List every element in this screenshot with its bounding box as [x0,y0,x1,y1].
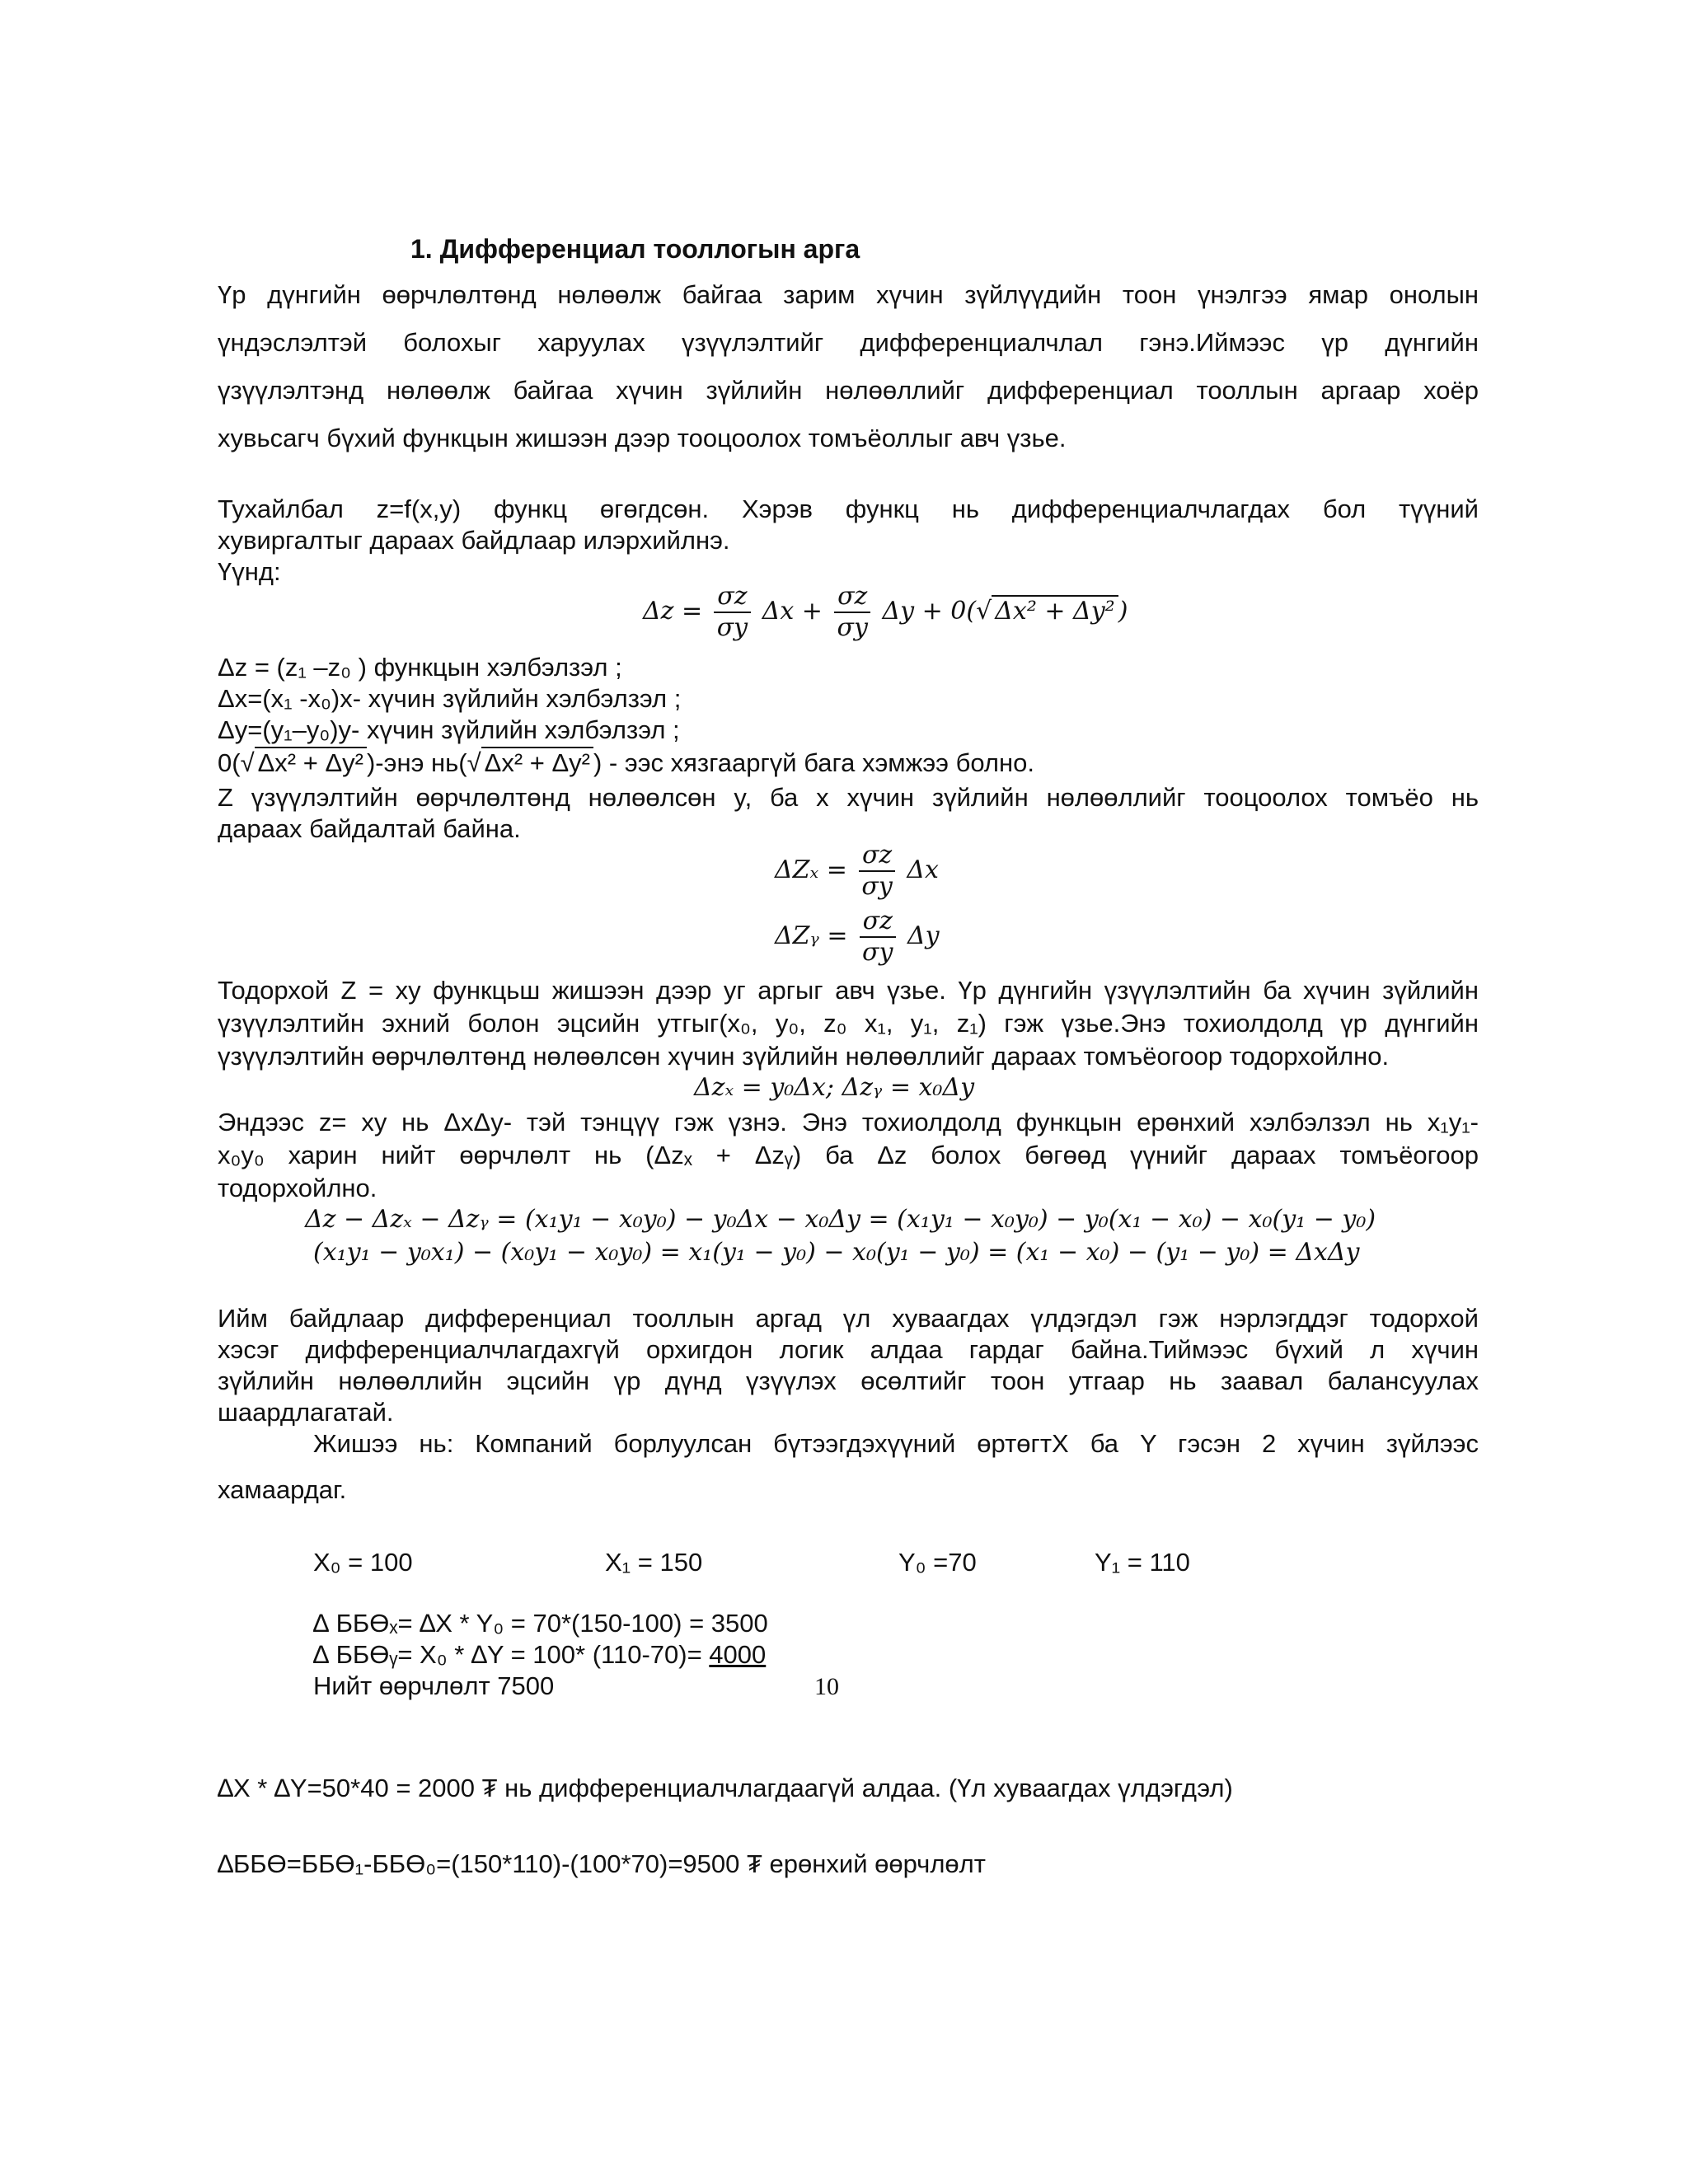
example-line-2: хамаардаг. [218,1475,347,1504]
para2-line-3: Үүнд: [218,557,281,586]
calc-line-3: Нийт өөрчлөлт 7500 [313,1671,555,1700]
para4-line-2: үзүүлэлтийн эхний болон эцсийн утгыг(x₀, y₀, z₀ x₁, y₁, z₁) гэж үзье.Энэ тохиолдолд үр дүнгийн [218,1009,1479,1038]
para5-line-3: тодорхойлно. [218,1174,377,1202]
formula-long-2: (x₁y₁ − y₀x₁) − (x₀y₁ − x₀y₀) = x₁(y₁ − y₀) − x₀(y₁ − y₀) = (x₁ − x₀) − (y₁ − y₀) = ΔxΔy [313,1238,1360,1267]
value-x0: X₀ = 100 [313,1548,413,1577]
para4-line-1: Тодорхой Z = xy функцьш жишээн дээр уг аргыг авч үзье. Үр дүнгийн үзүүлэлтийн ба хүчин зүйлийн [218,976,1479,1005]
example-line-1: Жишээ нь: Компаний борлуулсан бүтээгдэхүүний өртөгтX ба Y гэсэн 2 хүчин зүйлээс [313,1429,1479,1458]
bottom-line-2: ∆ББӨ=ББӨ₁-ББӨ₀=(150*110)-(100*70)=9500 ₮ ерөнхий өөрчлөлт [218,1849,986,1878]
para5-line-1: Эндээс z= xy нь ΔxΔy- тэй тэнцүү гэж үзнэ. Энэ тохиолдолд функцын ерөнхий хэлбэлзэл нь x₁y₁- [218,1108,1479,1137]
para6-line-2: хэсэг дифференциалчлагдахгүй орхигдон логик алдаа гардаг байна.Тиймээс бүхий л хүчин [218,1335,1479,1364]
page-number: 10 [814,1673,839,1700]
intro-line-1: Үр дүнгийн өөрчлөлтөнд нөлөөлж байгаа зарим хүчин зүйлүүдийн тоон үнэлгээ ямар онолын [218,280,1479,309]
def-line-3: Δy=(y₁–y₀)y- хүчин зүйлийн хэлбэлзэл ; [218,715,680,744]
intro-line-3: үзүүлэлтэнд нөлөөлж байгаа хүчин зүйлийн нөлөөллийг дифференциал тооллын аргаар хоёр [218,376,1479,405]
para3-line-2: дараах байдалтай байна. [218,814,521,843]
para6-line-4: шаардлагатай. [218,1398,394,1427]
calc-result-underlined: 4000 [709,1640,767,1669]
def-line-4: 0(√ Δx² + Δy² )-энэ нь(√ Δx² + Δy² ) - ээс хязгааргүй бага хэмжээ болно. [218,748,1034,777]
para6-line-1: Ийм байдлаар дифференциал тооллын аргад үл хуваагдах үлдэгдэл гэж нэрлэгддэг тодорхой [218,1304,1479,1333]
calc-line-2: ∆ ББӨᵧ= X₀ * ∆Y = 100* (110-70)= 4000 [313,1640,767,1669]
para5-line-2: x₀y₀ харин нийт өөрчлөлт нь (Δzₓ + Δzᵧ) ба Δz болох бөгөөд үүнийг дараах томъёогоор [218,1141,1479,1169]
formula-total-differential: Δz = $\frac{\sigma z}{\sigma y}$ Δx + $\frac{\sigma z}{\sigma y}$ Δy + 0(√ Δx² + Δy² ) [643,582,1128,642]
formula-delta-zx: ΔZₓ = $\frac{\sigma z}{\sigma y}$ Δx [775,841,939,901]
def-line-2: Δx=(x₁ -x₀)x- хүчин зүйлийн хэлбэлзэл ; [218,684,682,713]
formula-delta-zy: ΔZᵧ = $\frac{\sigma z}{\sigma y}$ Δy [775,907,940,967]
value-x1: X₁ = 150 [605,1548,703,1577]
def-line-1: Δz = (z₁ –z₀ ) функцын хэлбэлзэл ; [218,653,622,682]
bottom-line-1: ∆X * ∆Y=50*40 = 2000 ₮ нь дифференциалчлагдаагүй алдаа. (Үл хуваагдах үлдэгдэл) [218,1774,1233,1802]
intro-line-4: хувьсагч бүхий функцын жишээн дээр тооцоолох томъёоллыг авч үзье. [218,424,1067,452]
para3-line-1: Z үзүүлэлтийн өөрчлөлтөнд нөлөөлсөн y, ба x хүчин зүйлийн нөлөөллийг тооцоолох томъёо нь [218,783,1479,812]
para4-line-3: үзүүлэлтийн өөрчлөлтөнд нөлөөлсөн хүчин зүйлийн нөлөөллийг дараах томъёогоор тодорхойлно. [218,1042,1390,1071]
value-y0: Y₀ =70 [898,1548,977,1577]
formula-long-1: Δz − Δzₓ − Δzᵧ = (x₁y₁ − x₀y₀) − y₀Δx − x₀Δy = (x₁y₁ − x₀y₀) − y₀(x₁ − x₀) − x₀(y₁ − y₀) [305,1205,1376,1234]
section-heading: 1. Дифференциал тооллогын арга [410,234,860,264]
calc-line-1: ∆ ББӨₓ= ∆X * Y₀ = 70*(150-100) = 3500 [313,1609,768,1638]
value-y1: Y₁ = 110 [1095,1548,1190,1577]
para6-line-3: зүйлийн нөлөөллийн эцсийн үр дүнд үзүүлэх өсөлтийг тоон утгаар нь заавал балансуулах [218,1366,1479,1395]
intro-line-2: үндэслэлтэй болохыг харуулах үзүүлэлтийг дифференциалчлал гэнэ.Иймээс үр дүнгийн [218,328,1479,357]
formula-xy-effects: Δzₓ = y₀Δx; Δzᵧ = x₀Δy [694,1073,975,1102]
para2-line-1: Тухайлбал z=f(x,y) функц өгөгдсөн. Хэрэв функц нь дифференциалчлагдах бол түүний [218,494,1479,523]
para2-line-2: хувиргалтыг дараах байдлаар илэрхийлнэ. [218,526,730,555]
